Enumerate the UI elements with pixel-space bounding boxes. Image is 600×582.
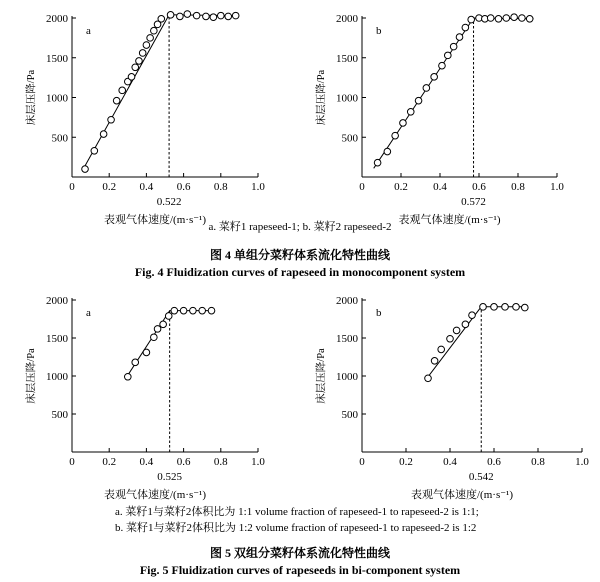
data-point — [439, 62, 446, 69]
data-point — [438, 346, 445, 353]
y-tick-label: 2000 — [336, 295, 358, 307]
panel-letter: b — [376, 307, 382, 319]
data-point — [384, 148, 391, 155]
y-tick-label: 1500 — [336, 333, 358, 345]
data-point — [151, 27, 158, 34]
data-point — [165, 313, 172, 320]
y-tick-label: 2000 — [46, 13, 68, 25]
x-tick-label: 0.8 — [213, 181, 228, 193]
data-point — [208, 307, 215, 314]
x-tick-label: 0.8 — [531, 456, 545, 468]
fig5-caption-en: Fig. 5 Fluidization curves of rapeseeds in bi-component system — [139, 563, 461, 577]
x-tick-label: 0.6 — [487, 456, 501, 468]
vline-value-label: 0.572 — [461, 196, 486, 208]
x-tick-label: 0.2 — [399, 456, 413, 468]
data-point — [91, 147, 98, 154]
x-tick-label: 0.2 — [102, 181, 117, 193]
data-point — [431, 358, 438, 365]
x-axis-label: 表观气体速度/(m·s⁻¹) — [104, 489, 206, 501]
data-point — [132, 359, 139, 366]
x-origin-label: 0 — [69, 456, 75, 468]
data-point — [491, 304, 498, 311]
x-tick-label: 0.2 — [394, 181, 408, 193]
vline-value-label: 0.542 — [468, 471, 494, 483]
data-point — [119, 87, 126, 94]
fig5-subcaption-b: b. 菜籽1与菜籽2体积比为 1:2 volume fraction of rapeseed-1 to rapeseed-2 is 1:2 — [115, 522, 477, 534]
x-tick-label: 0.4 — [433, 181, 447, 193]
data-point — [487, 15, 494, 22]
data-point — [232, 12, 239, 19]
y-tick-label: 1500 — [336, 52, 358, 65]
x-tick-label: 0.6 — [176, 181, 191, 193]
data-point — [177, 13, 184, 20]
data-point — [425, 375, 432, 382]
data-point — [450, 43, 457, 50]
data-point — [218, 12, 225, 19]
y-tick-label: 1000 — [46, 371, 68, 383]
data-point — [495, 15, 502, 22]
data-point — [113, 97, 120, 104]
chart-fig4b — [300, 0, 600, 226]
data-point — [199, 307, 206, 314]
x-tick-label: 0.4 — [443, 456, 457, 468]
vline-value-label: 0.522 — [156, 196, 182, 208]
data-point — [456, 34, 463, 41]
data-point — [151, 334, 158, 341]
fig4-caption-en: Fig. 4 Fluidization curves of rapeseed in monocomponent system — [134, 265, 466, 279]
data-point — [447, 335, 454, 342]
fig5-subcaption-a: a. 菜籽1与菜籽2体积比为 1:1 volume fraction of rapeseed-1 to rapeseed-2 is 1:1; — [115, 506, 479, 518]
data-point — [468, 16, 475, 23]
x-tick-label: 0.2 — [102, 456, 117, 468]
data-point — [125, 373, 132, 380]
y-tick-label: 1000 — [46, 92, 68, 105]
data-point — [203, 13, 210, 20]
x-origin-label: 0 — [69, 181, 75, 193]
x-axis-label: 表观气体速度/(m·s⁻¹) — [411, 489, 513, 501]
data-point — [82, 166, 89, 173]
x-tick-label: 1.0 — [251, 181, 265, 193]
x-tick-label: 0.6 — [176, 456, 191, 468]
y-axis-label: 床层压降/Pa — [316, 348, 327, 404]
data-point — [462, 24, 469, 31]
y-tick-label: 500 — [341, 409, 358, 421]
chart-fig5b — [300, 292, 600, 502]
data-point — [180, 307, 187, 314]
x-axis-label: 表观气体速度/(m·s⁻¹) — [398, 214, 501, 226]
data-point — [143, 42, 150, 49]
fig5-caption-cn: 图 5 双组分菜籽体系流化特性曲线 — [209, 546, 390, 560]
data-point — [415, 97, 422, 104]
fit-line — [374, 18, 534, 168]
data-point — [147, 35, 154, 42]
chart-fig5a — [0, 292, 300, 502]
x-tick-label: 0.4 — [139, 456, 154, 468]
x-tick-label: 1.0 — [251, 456, 265, 468]
data-point — [143, 349, 150, 356]
y-tick-label: 500 — [341, 132, 358, 145]
x-tick-label: 0.4 — [139, 181, 154, 193]
x-origin-label: 0 — [359, 181, 365, 193]
data-point — [160, 321, 167, 328]
data-point — [519, 15, 526, 22]
data-point — [502, 304, 509, 311]
panel-letter: a — [86, 25, 91, 37]
y-axis-label: 床层压降/Pa — [26, 69, 37, 126]
chart-fig4a — [0, 0, 300, 226]
data-point — [171, 307, 178, 314]
panel-letter: a — [86, 307, 91, 319]
data-point — [522, 304, 529, 311]
y-tick-label: 500 — [51, 409, 68, 421]
data-point — [167, 12, 174, 19]
y-tick-label: 2000 — [46, 295, 68, 307]
data-point — [431, 74, 438, 81]
data-point — [374, 159, 381, 166]
x-tick-label: 0.6 — [472, 181, 486, 193]
vline-value-label: 0.525 — [157, 471, 183, 483]
x-tick-label: 1.0 — [550, 181, 564, 193]
data-point — [400, 120, 407, 127]
y-tick-label: 1000 — [336, 371, 358, 383]
fig4-caption-cn: 图 4 单组分菜籽体系流化特性曲线 — [209, 248, 390, 262]
x-origin-label: 0 — [359, 456, 365, 468]
data-point — [158, 15, 165, 22]
data-point — [453, 327, 460, 334]
data-point — [225, 13, 232, 20]
y-tick-label: 1000 — [336, 92, 358, 105]
data-point — [511, 14, 518, 21]
fig4-subcaption: a. 菜籽1 rapeseed-1; b. 菜籽2 rapeseed-2 — [208, 221, 392, 233]
x-tick-label: 0.8 — [213, 456, 228, 468]
data-point — [503, 15, 510, 22]
data-point — [445, 52, 452, 59]
data-point — [407, 109, 414, 116]
panel-letter: b — [376, 25, 382, 37]
data-point — [128, 74, 135, 81]
y-tick-label: 1500 — [46, 52, 68, 65]
y-tick-label: 2000 — [336, 13, 358, 25]
data-point — [100, 131, 107, 138]
data-point — [526, 15, 533, 22]
data-point — [210, 14, 217, 21]
data-point — [193, 12, 200, 19]
y-axis-label: 床层压降/Pa — [316, 69, 327, 126]
data-point — [513, 304, 520, 311]
x-tick-label: 1.0 — [575, 456, 589, 468]
data-point — [108, 116, 115, 123]
data-point — [154, 326, 161, 333]
data-point — [462, 321, 469, 328]
data-point — [480, 304, 487, 311]
y-axis-label: 床层压降/Pa — [26, 348, 37, 404]
x-tick-label: 0.8 — [511, 181, 525, 193]
data-point — [139, 50, 146, 57]
data-point — [184, 11, 191, 18]
x-axis-label: 表观气体速度/(m·s⁻¹) — [104, 214, 206, 226]
fit-line — [83, 15, 236, 169]
data-point — [392, 132, 399, 139]
y-tick-label: 500 — [51, 132, 68, 145]
y-tick-label: 1500 — [46, 333, 68, 345]
data-point — [469, 312, 476, 319]
data-point — [136, 58, 143, 65]
data-point — [190, 307, 197, 314]
data-point — [423, 85, 430, 92]
data-point — [132, 64, 139, 71]
fit-line — [428, 307, 525, 377]
